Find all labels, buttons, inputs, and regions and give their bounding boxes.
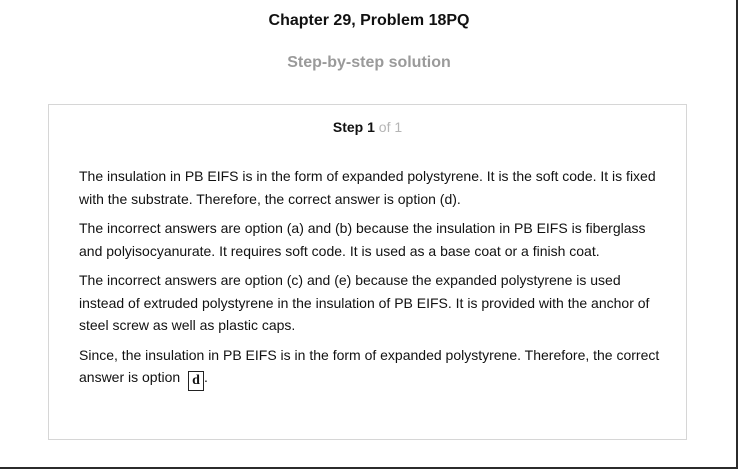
solution-paragraph: The insulation in PB EIFS is in the form of expanded polystyrene. It is the soft code. It is fixed with the substrate. Therefore, the correct answer is option (d). (79, 168, 656, 207)
solution-paragraph: The incorrect answers are option (a) and (b) because the insulation in PB EIFS is fiberglass and polyisocyanurate. It requires soft code. It is used as a base coat or a finish coat. (79, 220, 646, 259)
solution-paragraph: The incorrect answers are option (c) and (e) because the expanded polystyrene is used instead of extruded polystyrene in the insulation of PB EIFS. It is provided with the anchor of steel screw as well as plastic caps. (79, 272, 650, 333)
solution-subtitle: Step-by-step solution (287, 54, 451, 71)
step-header (49, 119, 686, 135)
page-title: Chapter 29, Problem 18PQ (268, 12, 470, 29)
final-period: . (203, 369, 208, 385)
step-label: Step (332, 119, 364, 135)
solution-content (79, 165, 664, 398)
step-number: 1 (367, 119, 375, 135)
answer-box: d (188, 371, 204, 391)
final-answer-text: Since, the insulation in PB EIFS is in the form of expanded polystyrene. Therefore, the correct answer is option (79, 346, 660, 385)
final-answer-paragraph (79, 344, 664, 392)
solution-card (48, 104, 687, 440)
step-total: of 1 (378, 119, 403, 135)
